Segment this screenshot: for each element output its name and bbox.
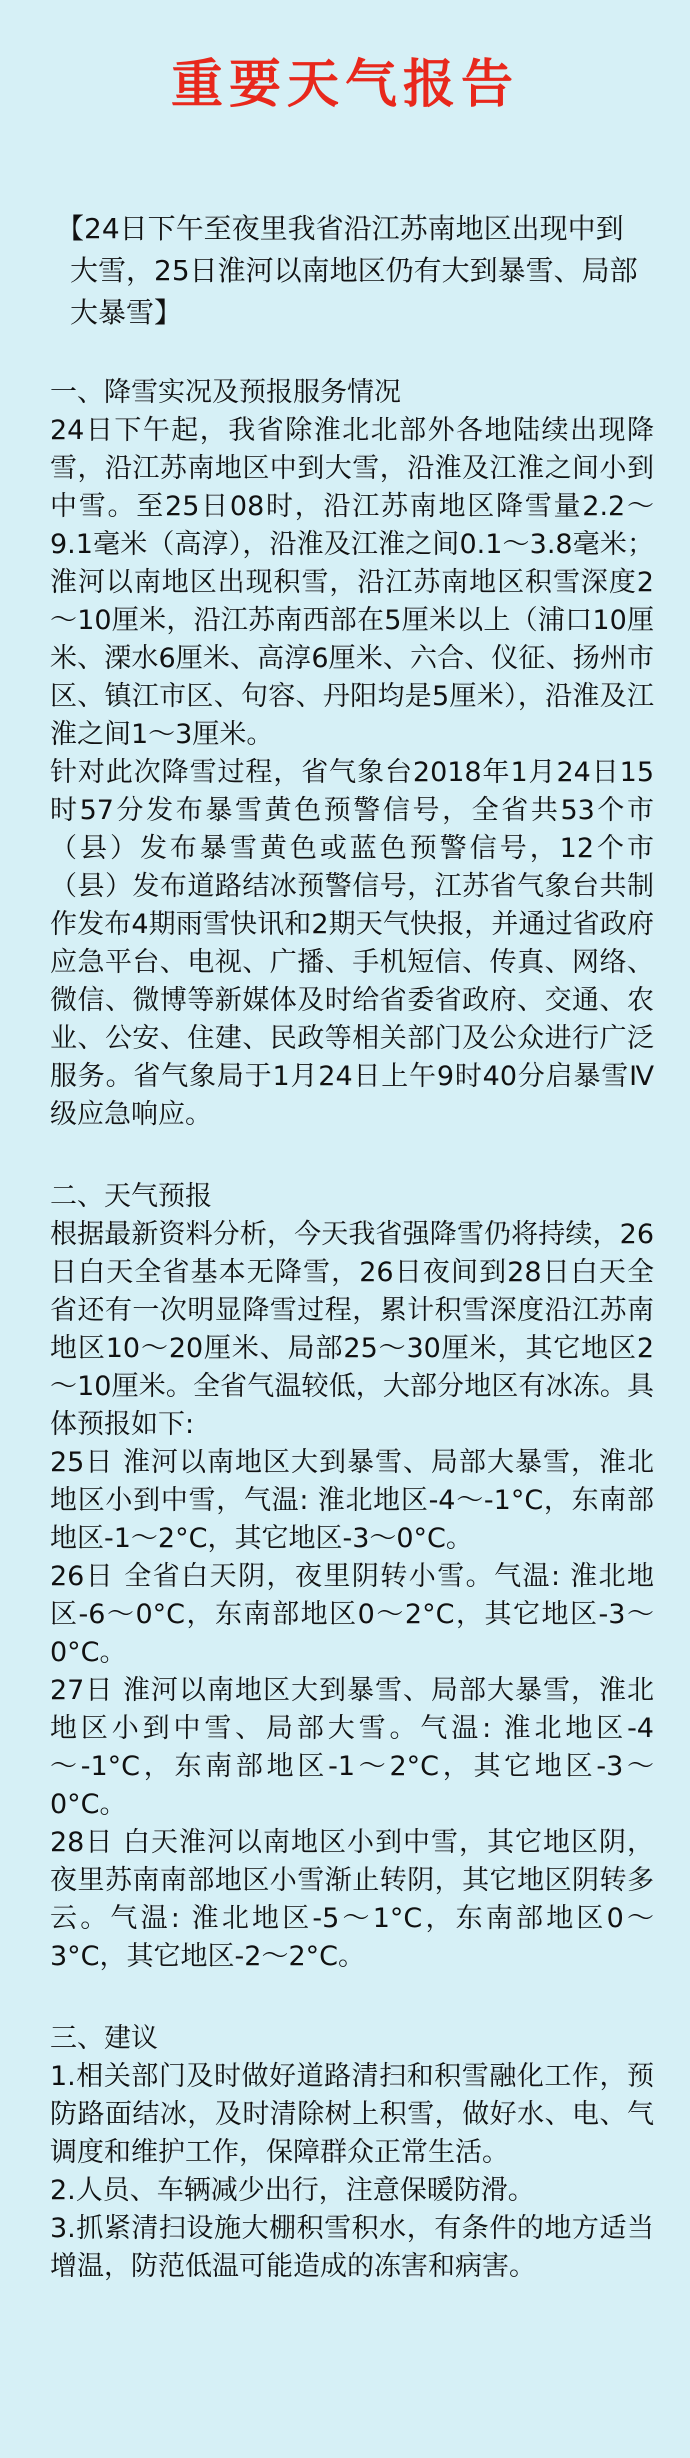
paragraph: 24日下午起，我省除淮北北部外各地陆续出现降雪，沿江苏南地区中到大雪，沿淮及江淮之间小到中雪。至25日08时，沿江苏南地区降雪量2.2～9.1毫米（高淳），沿淮及江淮之间0.1～3.8毫米；淮河以南地区出现积雪，沿江苏南地区积雪深度2～10厘米，沿江苏南西部在5厘米以上（浦口10厘米、溧水6厘米、高淳6厘米、六合、仪征、扬州市区、镇江市区、句容、丹阳均是5厘米），沿淮及江淮之间1～3厘米。 bbox=[50, 415, 654, 750]
paragraph: 3.抓紧清扫设施大棚积雪积水，有条件的地方适当增温，防范低温可能造成的冻害和病害。 bbox=[50, 2213, 654, 2282]
spacer bbox=[36, 1976, 654, 2020]
section-observations bbox=[36, 374, 654, 1134]
paragraph: 28日 白天淮河以南地区小到中雪，其它地区阴，夜里苏南南部地区小雪渐止转阴，其它地区阴转多云。气温: 淮北地区-5～1°C，东南部地区0～3°C，其它地区-2～2°C。 bbox=[50, 1827, 654, 1972]
paragraph: 根据最新资料分析，今天我省强降雪仍将持续，26日白天全省基本无降雪，26日夜间到28日白天全省还有一次明显降雪过程，累计积雪深度沿江苏南地区10～20厘米、局部25～30厘米，其它地区2～10厘米。全省气温较低，大部分地区有冰冻。具体预报如下: bbox=[50, 1219, 654, 1440]
section-forecast bbox=[36, 1178, 654, 1976]
paragraph: 针对此次降雪过程，省气象台2018年1月24日15时57分发布暴雪黄色预警信号，全省共53个市（县）发布暴雪黄色或蓝色预警信号，12个市（县）发布道路结冰预警信号，江苏省气象台共制作发布4期雨雪快讯和2期天气快报，并通过省政府应急平台、电视、广播、手机短信、传真、网络、微信、微博等新媒体及时给省委省政府、交通、农业、公安、住建、民政等相关部门及公众进行广泛服务。省气象局于1月24日上午9时40分启暴雪Ⅳ级应急响应。 bbox=[50, 757, 654, 1130]
section-heading: 二、天气预报 bbox=[50, 1181, 212, 1212]
section-heading: 一、降雪实况及预报服务情况 bbox=[50, 377, 401, 408]
paragraph: 2.人员、车辆减少出行，注意保暖防滑。 bbox=[50, 2175, 535, 2206]
section-suggestions bbox=[36, 2020, 654, 2286]
section-heading: 三、建议 bbox=[50, 2023, 158, 2054]
report-headline: 【24日下午至夜里我省沿江苏南地区出现中到大雪，25日淮河以南地区仍有大到暴雪、局部大暴雪】 bbox=[56, 212, 638, 329]
paragraph: 27日 淮河以南地区大到暴雪、局部大暴雪，淮北地区小到中雪、局部大雪。气温: 淮北地区-4～-1°C，东南部地区-1～2°C，其它地区-3～0°C。 bbox=[50, 1675, 654, 1820]
paragraph: 26日 全省白天阴，夜里阴转小雪。气温: 淮北地区-6～0°C，东南部地区0～2°C，其它地区-3～0°C。 bbox=[50, 1561, 654, 1668]
report-title: 重要天气报告 bbox=[170, 54, 519, 115]
paragraph: 1.相关部门及时做好道路清扫和积雪融化工作，预防路面结冰，及时清除树上积雪，做好水、电、气调度和维护工作，保障群众正常生活。 bbox=[50, 2061, 654, 2168]
paragraph: 25日 淮河以南地区大到暴雪、局部大暴雪，淮北地区小到中雪，气温: 淮北地区-4～-1°C，东南部地区-1～2°C，其它地区-3～0°C。 bbox=[50, 1447, 654, 1554]
spacer bbox=[36, 1134, 654, 1178]
